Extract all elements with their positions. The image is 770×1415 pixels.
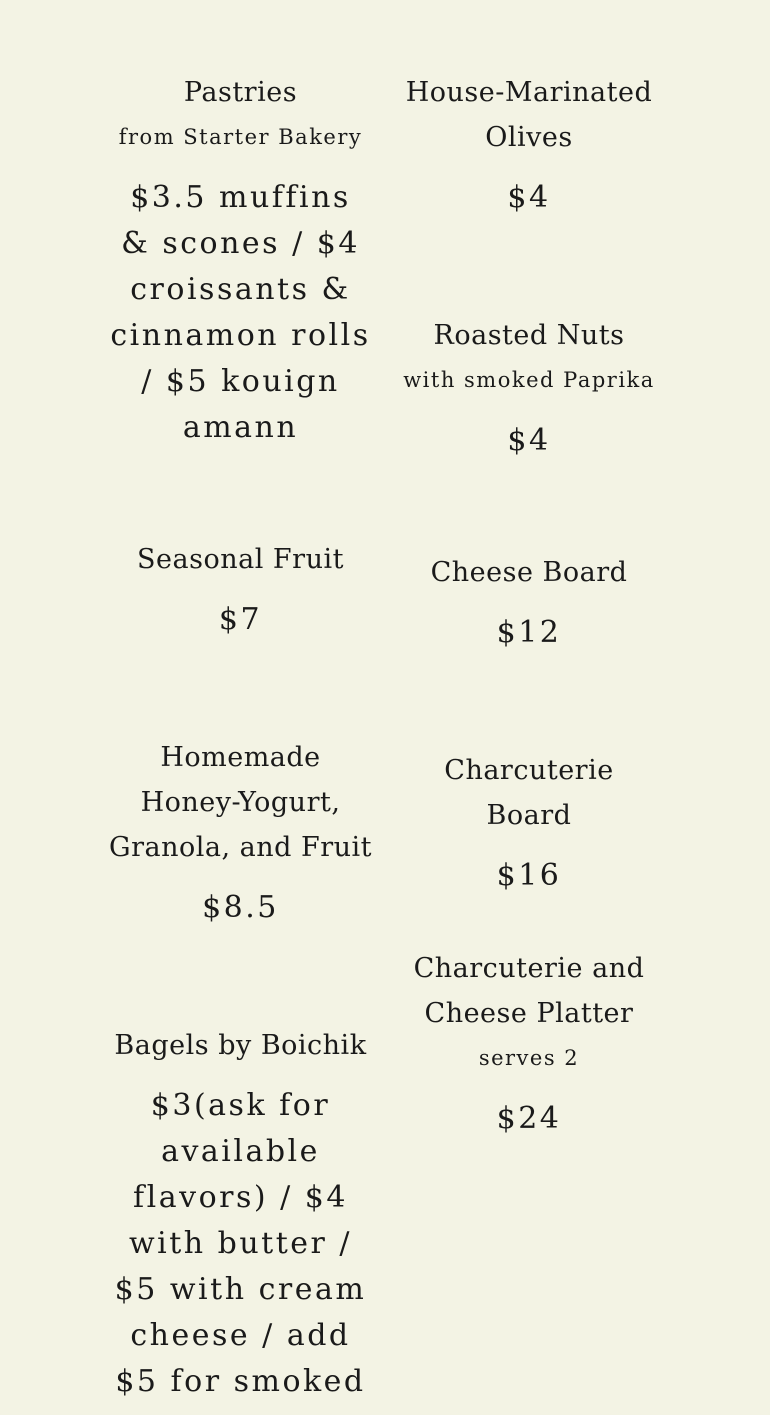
item-name: Pastries	[183, 77, 298, 108]
menu-item-charcuterie-cheese-platter	[400, 946, 658, 1142]
item-name: Cheese Board	[430, 557, 628, 588]
item-price: $3(ask for available flavors) / $4 with butter / $5 with cream cheese / add $5 for smoked	[114, 1088, 367, 1399]
menu-item-seasonal-fruit	[108, 537, 373, 643]
item-name: Homemade Honey-Yogurt, Granola, and Fruit	[109, 742, 372, 863]
menu-item-bagels	[108, 1023, 373, 1405]
item-price: $16	[496, 858, 562, 893]
item-price: $3.5 muffins & scones / $4 croissants & cinnamon rolls / $5 kouign amann	[110, 180, 371, 445]
item-name: Charcuterie Board	[444, 755, 614, 831]
menu-item-cheese-board	[400, 550, 658, 656]
item-name: Charcuterie and Cheese Platter	[413, 953, 645, 1029]
item-price: $8.5	[202, 890, 279, 925]
item-price: $4	[507, 423, 551, 458]
item-subtitle: from Starter Bakery	[118, 125, 363, 149]
item-price: $24	[496, 1101, 562, 1136]
item-price: $7	[218, 602, 263, 637]
menu-item-charcuterie-board	[400, 748, 658, 899]
item-name: Roasted Nuts	[433, 320, 625, 351]
menu-item-olives	[400, 70, 658, 221]
item-price: $12	[496, 615, 562, 650]
item-name: House-Marinated Olives	[405, 77, 653, 153]
item-name: Bagels by Boichik	[114, 1030, 367, 1061]
menu-item-pastries	[108, 70, 373, 451]
item-subtitle: with smoked Paprika	[403, 368, 655, 392]
menu-item-roasted-nuts	[400, 313, 658, 464]
item-price: $4	[507, 180, 551, 215]
item-subtitle: serves 2	[478, 1046, 580, 1070]
menu-item-yogurt-granola	[108, 735, 373, 931]
item-name: Seasonal Fruit	[137, 544, 344, 575]
